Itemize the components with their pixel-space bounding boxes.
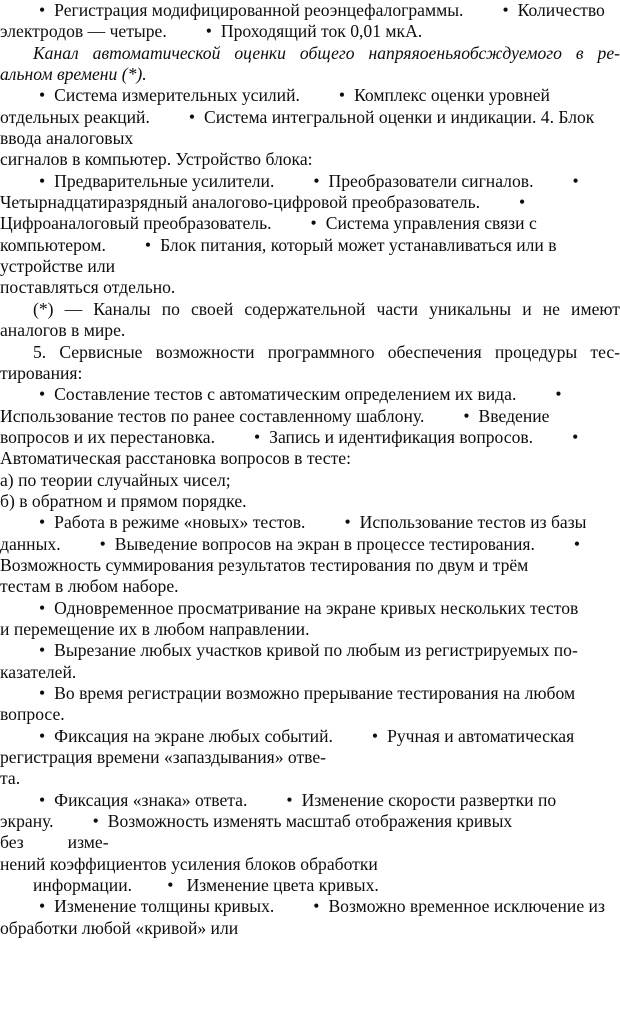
bullet-gap [151, 250, 160, 251]
line-text: Изменение скорости развертки по экрану. [0, 789, 557, 832]
line-text: а) по теории случайных чисел; [0, 469, 231, 490]
line-text: Фиксация на экране любых событий. [54, 725, 333, 746]
bullet-icon: • [463, 405, 470, 426]
bullet-icon: • [39, 512, 46, 533]
text-line [0, 0, 463, 20]
line-text: Цифроаналоговый преобразователь. [0, 213, 272, 234]
line-text: Возможность суммирования результатов тестирования по двум и трём [0, 554, 529, 575]
line-text: Выведение вопросов на экран в процессе тестирования. [114, 533, 535, 554]
text-line [0, 64, 620, 85]
bullet-gap [45, 741, 54, 742]
text-line [0, 43, 620, 64]
line-text: Четырнадцатиразрядный аналогово-цифровой преобразователь. [0, 192, 480, 213]
bullet-icon: • [555, 384, 562, 405]
text-line [0, 277, 620, 298]
line-text: та. [0, 768, 21, 789]
line-text: тестам в любом наборе. [0, 576, 179, 597]
line-text: аналогов в мире. [0, 320, 126, 341]
text-line [167, 21, 422, 41]
indent-spacer [480, 207, 519, 208]
line-text: Количество электродов — четыре. [0, 0, 605, 42]
indent-spacer [0, 15, 39, 16]
text-line [0, 320, 620, 341]
text-line [0, 683, 575, 703]
line-text: Использование тестов из базы данных. [0, 512, 587, 554]
line-text: Возможно временное исключение из обработки любой «кривой» или [0, 896, 605, 938]
line-text: вопросе. [0, 704, 65, 725]
indent-spacer [516, 399, 555, 400]
text-line [0, 619, 620, 640]
bullet-gap [45, 100, 54, 101]
bullet-gap [45, 698, 54, 699]
text-line [0, 171, 274, 191]
bullet-gap [195, 122, 204, 123]
text-line [0, 85, 300, 105]
line-text: альном времени (*). [0, 64, 147, 85]
bullet-icon: • [39, 640, 46, 661]
line-text: Автоматическая расстановка вопросов в тесте: [0, 448, 351, 469]
bullet-gap [317, 228, 326, 229]
indent-spacer [150, 122, 189, 123]
line-text: Составление тестов с автоматическим определением их вида. [54, 384, 517, 405]
indent-spacer [274, 911, 313, 912]
bullet-gap [525, 207, 534, 208]
bullet-gap [45, 805, 54, 806]
indent-spacer [0, 741, 39, 742]
bullet-gap [45, 655, 54, 656]
bullet-gap [45, 186, 54, 187]
bullet-gap [212, 36, 221, 37]
indent-spacer [106, 250, 145, 251]
bullet-gap [580, 549, 589, 550]
bullet-icon: • [344, 512, 351, 533]
indent-spacer [54, 826, 93, 827]
bullet-gap [260, 442, 269, 443]
indent-spacer [0, 613, 39, 614]
line-text: Введение вопросов и их перестановка. [0, 405, 550, 447]
line-text: Возможность изменять масштаб отображения кривых без изме- [0, 811, 513, 853]
line-text: Проходящий ток 0,01 мкА. [220, 21, 423, 42]
line-text: Использование тестов по ранее составленному шаблону. [0, 405, 425, 426]
bullet-icon: • [371, 725, 379, 746]
bullet-gap [45, 15, 54, 16]
bullet-gap [378, 741, 387, 742]
text-line [0, 640, 578, 660]
line-text: Ручная и автоматическая регистрация времени «запаздывания» отве- [0, 725, 575, 768]
bullet-icon: • [572, 170, 579, 191]
text-line [0, 576, 620, 597]
line-text: Фиксация «знака» ответа. [54, 789, 248, 810]
indent-spacer [0, 186, 39, 187]
bullet-icon: • [519, 192, 526, 213]
line-text: (*) — Каналы по своей содержательной части уникальны и не имеют [33, 298, 620, 319]
bullet-icon: • [39, 683, 46, 703]
paragraph-indent [0, 890, 33, 891]
line-text: Предварительные усилители. [54, 170, 275, 191]
bullet-gap [45, 613, 54, 614]
indent-spacer [0, 911, 39, 912]
bullet-gap [562, 399, 571, 400]
bullet-icon: • [313, 896, 320, 917]
text-line [0, 598, 578, 618]
line-text: поставляться отдельно. [0, 277, 176, 298]
bullet-icon: • [99, 533, 106, 554]
line-text: тирования: [0, 362, 83, 383]
bullet-icon: • [39, 384, 46, 405]
text-line [274, 171, 533, 191]
bullet-gap [45, 527, 54, 528]
bullet-gap [320, 186, 329, 187]
text-line [0, 811, 512, 852]
indent-spacer [305, 527, 344, 528]
text-line [0, 875, 620, 896]
bullet-gap [293, 805, 302, 806]
bullet-icon: • [338, 85, 346, 106]
line-text: Система интегральной оценки и индикации. 4. Блок ввода аналоговых [0, 106, 595, 149]
bullet-icon: • [39, 789, 46, 810]
text-line [0, 470, 620, 491]
text-line [0, 726, 333, 746]
bullet-icon: • [144, 234, 152, 255]
bullet-icon: • [310, 213, 317, 234]
indent-spacer [0, 698, 39, 699]
text-line [0, 491, 620, 512]
line-text: Работа в режиме «новых» тестов. [54, 512, 306, 533]
bullet-gap [579, 186, 588, 187]
bullet-gap [45, 911, 54, 912]
indent-spacer [0, 527, 39, 528]
line-text: нений коэффициентов усиления блоков обработки [0, 853, 378, 874]
indent-spacer [463, 15, 502, 16]
line-text: Система измерительных усилий. [54, 85, 300, 106]
line-text: Комплекс оценки уровней отдельных реакций. [0, 85, 550, 127]
indent-spacer [0, 655, 39, 656]
bullet-gap [509, 15, 518, 16]
line-text: Изменение толщины кривых. [54, 896, 275, 917]
line-text: Вырезание любых участков кривой по любым из регистрируемых по- [54, 640, 578, 661]
indent-spacer [424, 421, 463, 422]
indent-spacer [215, 442, 254, 443]
text-line [0, 299, 620, 320]
bullet-icon: • [502, 0, 509, 20]
bullet-icon: • [92, 811, 99, 832]
line-text: Канал автоматической оценки общего напряяоеньяобсждуемого в ре- [33, 42, 620, 63]
indent-spacer [274, 186, 313, 187]
paragraph-indent [0, 314, 33, 315]
bullet-gap [99, 826, 108, 827]
bullet-icon: • [573, 533, 581, 554]
text-line [0, 384, 516, 404]
text-line [0, 662, 620, 683]
line-text: и перемещение их в любом направлении. [0, 618, 310, 639]
indent-spacer [533, 442, 572, 443]
line-text: Регистрация модифицированной реоэнцефалограммы. [54, 0, 464, 20]
indent-spacer [247, 805, 286, 806]
line-text: казателей. [0, 661, 77, 682]
indent-spacer [167, 36, 206, 37]
line-text: Во время регистрации возможно прерывание тестирования на любом [54, 683, 576, 703]
indent-spacer [272, 228, 311, 229]
bullet-gap [106, 549, 115, 550]
bullet-icon: • [188, 106, 196, 127]
text-line [0, 768, 620, 789]
indent-spacer [533, 186, 572, 187]
text-line [0, 342, 620, 363]
line-text: информации. • Изменение цвета кривых. [33, 875, 379, 896]
bullet-icon: • [39, 170, 46, 191]
bullet-icon: • [253, 426, 261, 447]
text-line [0, 790, 247, 810]
line-text: 5. Сервисные возможности программного обеспечения процедуры тес- [33, 341, 620, 362]
text-line [61, 534, 535, 554]
bullet-icon: • [205, 21, 212, 42]
text-line [0, 854, 620, 875]
bullet-gap [45, 399, 54, 400]
bullet-gap [470, 421, 479, 422]
indent-spacer [0, 100, 39, 101]
bullet-icon: • [39, 85, 46, 106]
bullet-gap [351, 527, 360, 528]
indent-spacer [535, 549, 574, 550]
bullet-icon: • [39, 0, 46, 20]
bullet-gap [345, 100, 354, 101]
bullet-icon: • [313, 170, 320, 191]
text-line [0, 512, 305, 532]
paragraph-indent [0, 357, 33, 358]
indent-spacer [61, 549, 100, 550]
indent-spacer [0, 805, 39, 806]
indent-spacer [0, 399, 39, 400]
text-line [0, 363, 620, 384]
line-text: Преобразователи сигналов. [328, 170, 534, 191]
text-line [0, 149, 620, 170]
line-text: Запись и идентификация вопросов. [269, 426, 534, 447]
line-text: Одновременное просматривание на экране кривых нескольких тестов [54, 597, 579, 618]
indent-spacer [300, 100, 339, 101]
line-text: б) в обратном и прямом порядке. [0, 490, 247, 511]
line-text: Система управления связи с компьютером. [0, 213, 537, 255]
line-text: Блок питания, который может устанавливаться или в устройстве или [0, 234, 557, 277]
text-line [0, 896, 274, 916]
bullet-gap [578, 442, 587, 443]
bullet-icon: • [39, 896, 46, 917]
indent-spacer [333, 741, 372, 742]
paragraph-indent [0, 58, 33, 59]
bullet-icon: • [286, 789, 293, 810]
bullet-icon: • [39, 597, 46, 618]
text-line [215, 427, 533, 447]
text-line [0, 704, 620, 725]
bullet-icon: • [39, 725, 46, 746]
bullet-icon: • [572, 426, 579, 447]
line-text: сигналов в компьютер. Устройство блока: [0, 149, 313, 170]
